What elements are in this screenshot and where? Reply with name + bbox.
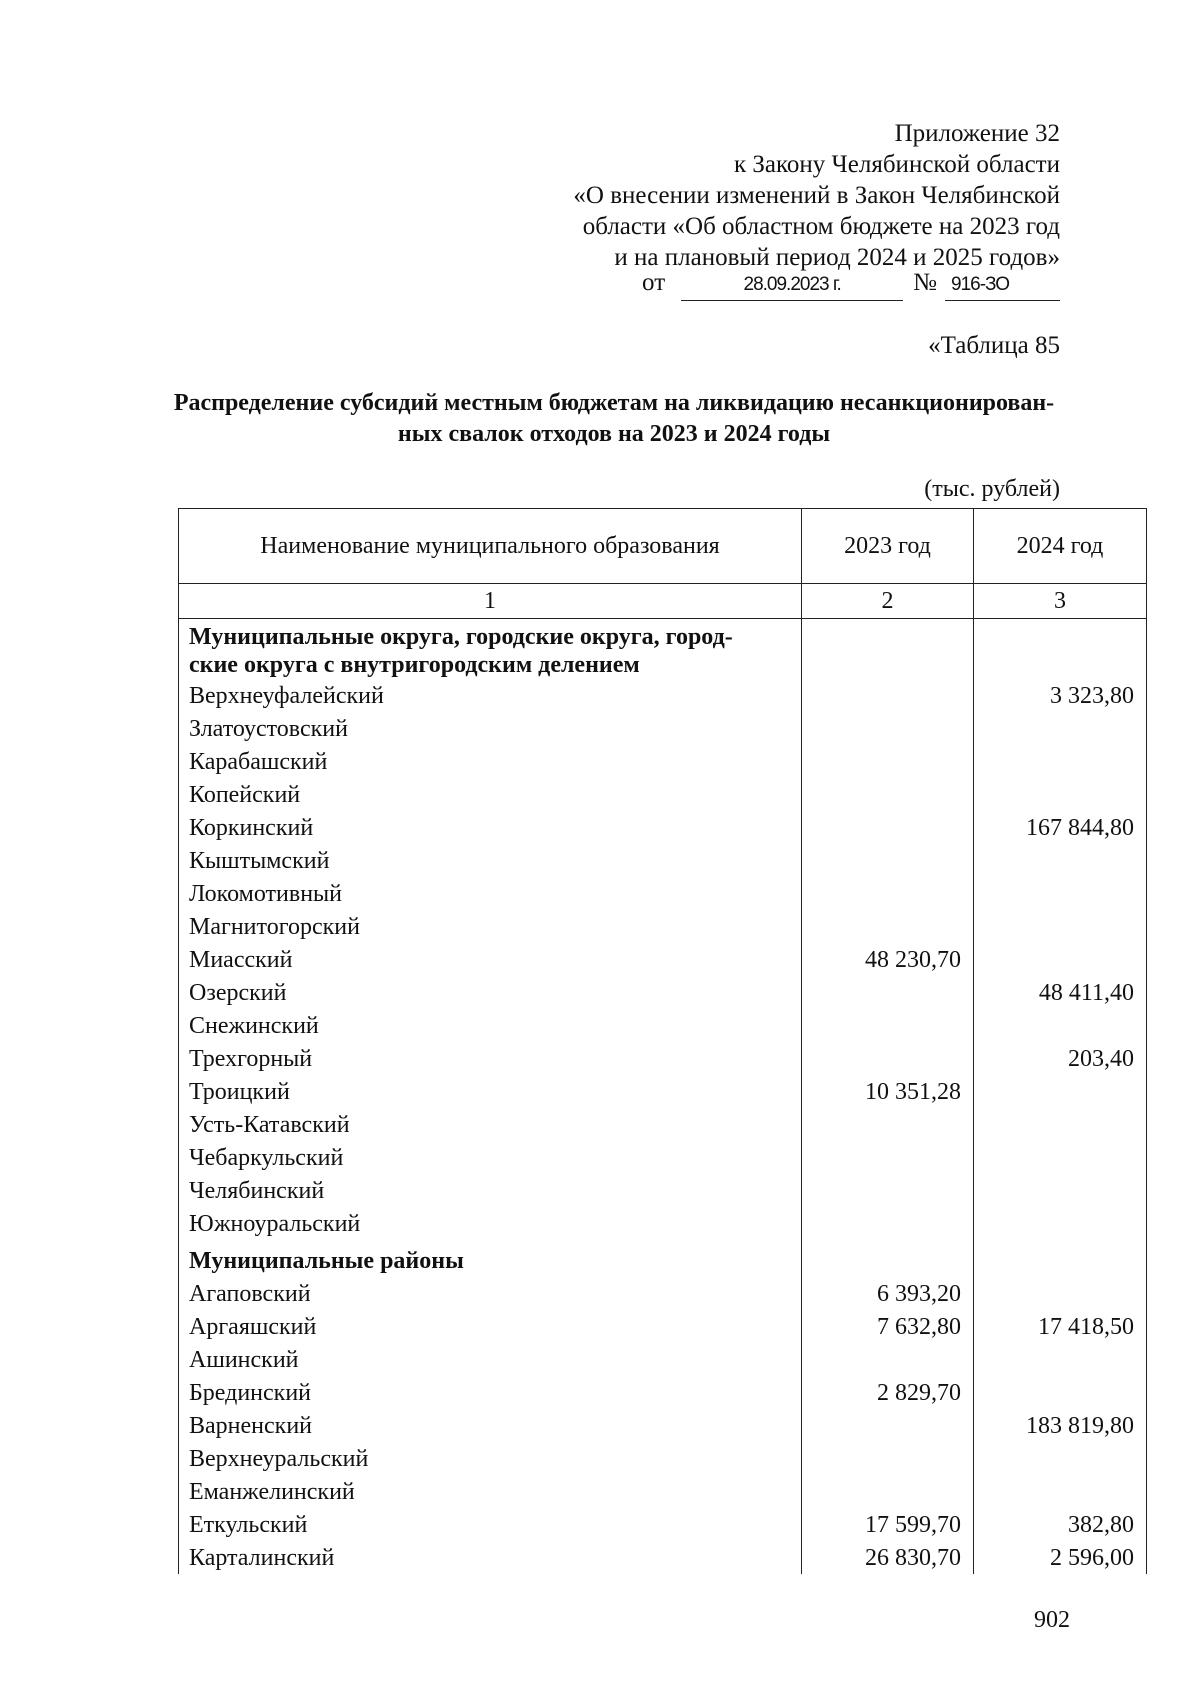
municipality-name: Усть-Катавский xyxy=(179,1108,802,1141)
table-row xyxy=(179,943,1147,976)
municipality-name: Кыштымский xyxy=(179,844,802,877)
table-row xyxy=(179,811,1147,844)
table-row xyxy=(179,1508,1147,1541)
section-title-line-1: Муниципальные округа, городские округа, город- xyxy=(189,624,733,650)
document-header xyxy=(573,118,1060,273)
table-row xyxy=(179,877,1147,910)
value-2024 xyxy=(974,1277,1147,1310)
value-2024: 183 819,80 xyxy=(974,1409,1147,1442)
value-2023 xyxy=(802,1141,974,1174)
value-2024: 203,40 xyxy=(974,1042,1147,1075)
table-row xyxy=(179,1108,1147,1141)
value-2023 xyxy=(802,844,974,877)
table-row xyxy=(179,1042,1147,1075)
municipality-name: Варненский xyxy=(179,1409,802,1442)
municipality-name: Верхнеуральский xyxy=(179,1442,802,1475)
value-2023: 10 351,28 xyxy=(802,1075,974,1108)
number-prefix: № xyxy=(913,269,937,296)
municipality-name: Карталинский xyxy=(179,1541,802,1574)
value-2024 xyxy=(974,778,1147,811)
value-2023 xyxy=(802,1042,974,1075)
table-row xyxy=(179,712,1147,745)
header-2024: 2024 год xyxy=(974,509,1147,584)
units-label: (тыс. рублей) xyxy=(924,476,1060,502)
value-2024 xyxy=(974,1475,1147,1508)
law-title-line-2: области «Об областном бюджете на 2023 год xyxy=(582,213,1060,240)
value-2023 xyxy=(802,1207,974,1240)
value-2024 xyxy=(974,1108,1147,1141)
table-header-row xyxy=(179,509,1147,584)
table-row xyxy=(179,1277,1147,1310)
table-row xyxy=(179,1442,1147,1475)
table-row xyxy=(179,976,1147,1009)
table-row xyxy=(179,1541,1147,1574)
municipality-name: Брединский xyxy=(179,1376,802,1409)
value-2024 xyxy=(974,1174,1147,1207)
municipality-name: Златоустовский xyxy=(179,712,802,745)
value-2023 xyxy=(802,1343,974,1376)
section-title: Муниципальные районы xyxy=(179,1240,802,1277)
value-2024: 167 844,80 xyxy=(974,811,1147,844)
municipality-name: Магнитогорский xyxy=(179,910,802,943)
table-row xyxy=(179,679,1147,712)
table-row xyxy=(179,1409,1147,1442)
municipality-name: Троицкий xyxy=(179,1075,802,1108)
value-2024: 17 418,50 xyxy=(974,1310,1147,1343)
page-number: 902 xyxy=(1034,1607,1070,1633)
law-reference: к Закону Челябинской области xyxy=(734,151,1060,178)
table-row xyxy=(179,910,1147,943)
value-2024 xyxy=(974,844,1147,877)
value-2023 xyxy=(802,1108,974,1141)
column-number-2: 2 xyxy=(802,584,974,619)
municipality-name: Копейский xyxy=(179,778,802,811)
value-2023: 48 230,70 xyxy=(802,943,974,976)
section-header-row xyxy=(179,1240,1147,1277)
title-line-1: Распределение субсидий местным бюджетам на ликвидацию несанкционирован- xyxy=(173,390,1055,416)
value-2024 xyxy=(974,1343,1147,1376)
municipality-name: Трехгорный xyxy=(179,1042,802,1075)
municipality-name: Коркинский xyxy=(179,811,802,844)
value-2023: 7 632,80 xyxy=(802,1310,974,1343)
section-title xyxy=(179,619,802,680)
law-title-line-1: «О внесении изменений в Закон Челябинской xyxy=(573,182,1060,209)
value-2023: 6 393,20 xyxy=(802,1277,974,1310)
value-2024 xyxy=(974,1141,1147,1174)
value-2024 xyxy=(974,1207,1147,1240)
value-2023: 26 830,70 xyxy=(802,1541,974,1574)
law-date: 28.09.2023 г. xyxy=(681,270,903,301)
municipality-name: Аргаяшский xyxy=(179,1310,802,1343)
municipality-name: Миасский xyxy=(179,943,802,976)
value-2023 xyxy=(802,976,974,1009)
value-2024 xyxy=(974,943,1147,976)
date-prefix: от xyxy=(642,269,666,296)
value-2024 xyxy=(974,1442,1147,1475)
law-number: 916-ЗО xyxy=(945,270,1060,301)
value-2024 xyxy=(974,712,1147,745)
table-row xyxy=(179,1310,1147,1343)
municipality-name: Локомотивный xyxy=(179,877,802,910)
municipality-name: Ашинский xyxy=(179,1343,802,1376)
column-number-3: 3 xyxy=(974,584,1147,619)
municipality-name: Южноуральский xyxy=(179,1207,802,1240)
column-number-row xyxy=(179,584,1147,619)
value-2023 xyxy=(802,910,974,943)
appendix-label: Приложение 32 xyxy=(894,120,1060,147)
value-2023 xyxy=(802,1442,974,1475)
law-date-number xyxy=(642,268,1060,301)
table-row xyxy=(179,778,1147,811)
value-2024 xyxy=(974,1075,1147,1108)
table-row xyxy=(179,1475,1147,1508)
table-row xyxy=(179,1141,1147,1174)
value-2023 xyxy=(802,811,974,844)
value-2024 xyxy=(974,745,1147,778)
value-2023 xyxy=(802,1009,974,1042)
value-2023 xyxy=(802,1475,974,1508)
value-2023 xyxy=(802,1174,974,1207)
table-row xyxy=(179,1343,1147,1376)
table-number: «Таблица 85 xyxy=(928,332,1060,359)
value-2023 xyxy=(802,778,974,811)
table-row xyxy=(179,1009,1147,1042)
municipality-name: Верхнеуфалейский xyxy=(179,679,802,712)
section-title-line-2: ские округа с внутригородским делением xyxy=(189,652,640,678)
value-2023 xyxy=(802,679,974,712)
table-body xyxy=(179,619,1147,1575)
table-row xyxy=(179,1174,1147,1207)
value-2024 xyxy=(974,910,1147,943)
value-2024: 382,80 xyxy=(974,1508,1147,1541)
document-title xyxy=(168,388,1060,450)
municipality-name: Еткульский xyxy=(179,1508,802,1541)
column-number-1: 1 xyxy=(179,584,802,619)
law-title-line-3: и на плановый период 2024 и 2025 годов» xyxy=(614,244,1060,271)
value-2024: 3 323,80 xyxy=(974,679,1147,712)
municipality-name: Челябинский xyxy=(179,1174,802,1207)
table-row xyxy=(179,745,1147,778)
value-2024: 48 411,40 xyxy=(974,976,1147,1009)
section-header-row xyxy=(179,619,1147,680)
municipality-name: Снежинский xyxy=(179,1009,802,1042)
table-row xyxy=(179,1376,1147,1409)
value-2024 xyxy=(974,1009,1147,1042)
table-row xyxy=(179,844,1147,877)
title-line-2: ных свалок отходов на 2023 и 2024 годы xyxy=(397,421,831,447)
municipality-name: Озерский xyxy=(179,976,802,1009)
value-2024 xyxy=(974,1376,1147,1409)
value-2023: 2 829,70 xyxy=(802,1376,974,1409)
value-2023: 17 599,70 xyxy=(802,1508,974,1541)
value-2024: 2 596,00 xyxy=(974,1541,1147,1574)
table-row xyxy=(179,1075,1147,1108)
header-municipality: Наименование муниципального образования xyxy=(179,509,802,584)
value-2023 xyxy=(802,1409,974,1442)
value-2023 xyxy=(802,712,974,745)
header-2023: 2023 год xyxy=(802,509,974,584)
municipality-name: Агаповский xyxy=(179,1277,802,1310)
table-row xyxy=(179,1207,1147,1240)
subsidy-distribution-table xyxy=(178,508,1147,1574)
municipality-name: Карабашский xyxy=(179,745,802,778)
municipality-name: Еманжелинский xyxy=(179,1475,802,1508)
value-2023 xyxy=(802,745,974,778)
value-2023 xyxy=(802,877,974,910)
municipality-name: Чебаркульский xyxy=(179,1141,802,1174)
value-2024 xyxy=(974,877,1147,910)
